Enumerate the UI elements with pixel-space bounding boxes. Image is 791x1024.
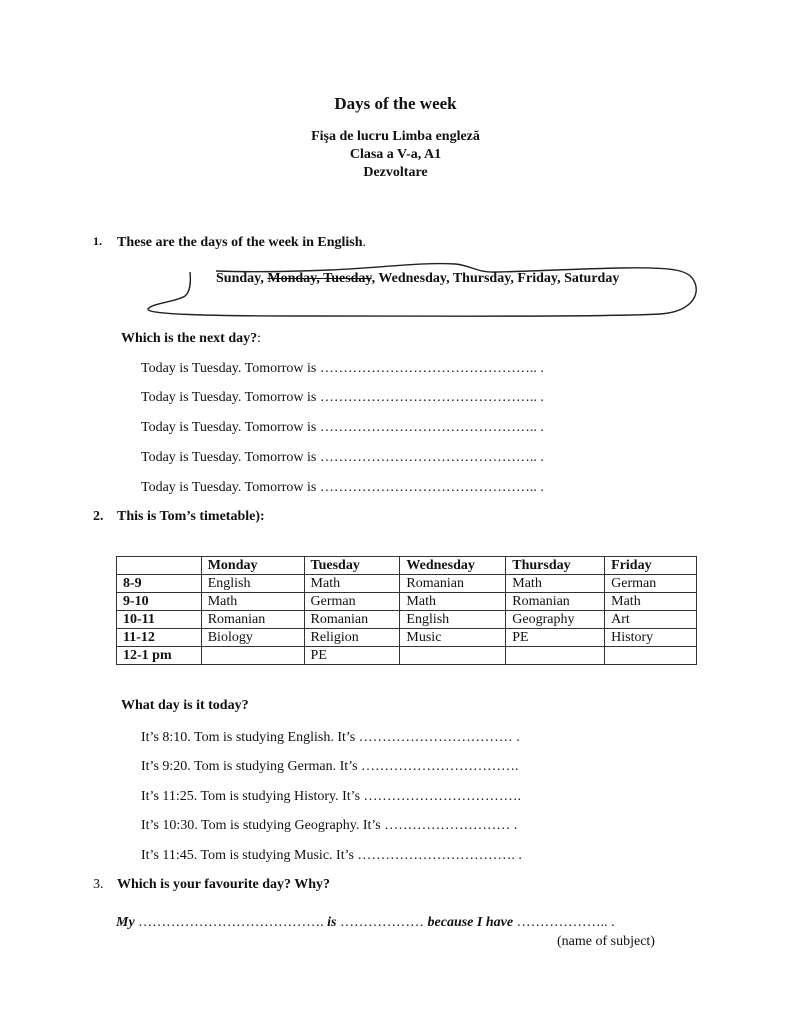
table-row — [117, 629, 697, 647]
subject-cell: English — [400, 611, 506, 629]
subject-cell: History — [605, 629, 697, 647]
subject-cell: Math — [506, 575, 605, 593]
subtitle-line-3: Dezvoltare — [363, 165, 428, 180]
subject-cell: Religion — [304, 629, 400, 647]
sentence-my: My — [116, 915, 135, 930]
timetable-header-wednesday: Wednesday — [400, 557, 506, 575]
sentence-because: because I have — [427, 915, 514, 930]
exercise-1-prompt-end: : — [257, 331, 262, 346]
exercise-1-line-4[interactable]: Today is Tuesday. Tomorrow is ……………………………………….. . — [141, 450, 544, 465]
subtitle-line-1: Fişa de lucru Limba engleză — [311, 129, 480, 144]
subject-cell: Biology — [201, 629, 304, 647]
day-monday-struck: Monday, — [267, 271, 324, 286]
subject-cell — [201, 647, 304, 665]
exercise-1-line-1[interactable]: Today is Tuesday. Tomorrow is ……………………………………….. . — [141, 361, 544, 376]
table-row — [117, 575, 697, 593]
time-cell: 10-11 — [117, 611, 202, 629]
subject-cell: English — [201, 575, 304, 593]
time-cell: 9-10 — [117, 593, 202, 611]
subject-cell — [506, 647, 605, 665]
exercise-2-line-5[interactable]: It’s 11:45. Tom is studying Music. It’s ……………………………. . — [141, 848, 522, 863]
subject-cell: Romanian — [506, 593, 605, 611]
day-tuesday-struck: Tuesday — [323, 271, 372, 286]
exercise-2-line-3[interactable]: It’s 11:25. Tom is studying History. It’s ……………………………. — [141, 789, 522, 804]
subject-cell: Romanian — [400, 575, 506, 593]
timetable-header-friday: Friday — [605, 557, 697, 575]
table-row — [117, 593, 697, 611]
time-cell: 12-1 pm — [117, 647, 202, 665]
subject-cell: Math — [605, 593, 697, 611]
timetable — [116, 556, 697, 665]
timetable-header-tuesday: Tuesday — [304, 557, 400, 575]
blank-day-name[interactable]: ……………… — [336, 915, 428, 930]
blank-day[interactable]: …………………………………. — [134, 915, 328, 930]
timetable-header-row — [117, 557, 697, 575]
subject-cell: Math — [304, 575, 400, 593]
sentence-is: is — [327, 915, 337, 930]
exercise-2-heading: This is Tom’s timetable): — [117, 509, 265, 524]
time-cell: 8-9 — [117, 575, 202, 593]
subject-cell: German — [304, 593, 400, 611]
subject-cell: Music — [400, 629, 506, 647]
subject-cell: Romanian — [304, 611, 400, 629]
subject-cell: PE — [506, 629, 605, 647]
exercise-1-line-2[interactable]: Today is Tuesday. Tomorrow is ……………………………………….. . — [141, 390, 544, 405]
exercise-2-number: 2. — [93, 509, 104, 524]
subject-note: (name of subject) — [557, 934, 655, 949]
exercise-1-heading — [117, 233, 366, 251]
days-rest: , Wednesday, Thursday, Friday, Saturday — [371, 271, 620, 286]
table-row — [117, 611, 697, 629]
days-list — [216, 271, 619, 287]
timetable-header-monday: Monday — [201, 557, 304, 575]
blank-subject[interactable]: ……………….. . — [513, 915, 615, 930]
exercise-2-line-4[interactable]: It’s 10:30. Tom is studying Geography. It’s ……………………… . — [141, 818, 518, 833]
subject-cell — [400, 647, 506, 665]
table-row — [117, 647, 697, 665]
day-sunday: Sunday, — [216, 271, 268, 286]
exercise-1-heading-text: These are the days of the week in English — [117, 235, 363, 250]
subtitle-line-2: Clasa a V-a, A1 — [349, 147, 442, 162]
exercise-2-prompt: What day is it today? — [121, 698, 249, 713]
exercise-1-prompt — [121, 331, 261, 347]
exercise-1-line-3[interactable]: Today is Tuesday. Tomorrow is ……………………………………….. . — [141, 420, 544, 435]
subject-cell: Math — [400, 593, 506, 611]
exercise-3-heading: Which is your favourite day? Why? — [117, 877, 331, 892]
exercise-3-number: 3. — [93, 877, 104, 892]
exercise-1-heading-end: . — [362, 235, 367, 250]
subject-cell: Math — [201, 593, 304, 611]
page-title: Days of the week — [334, 94, 457, 113]
subject-cell: PE — [304, 647, 400, 665]
exercise-1-number: 1. — [93, 234, 102, 248]
exercise-1-prompt-text: Which is the next day? — [121, 331, 258, 346]
subject-cell — [605, 647, 697, 665]
exercise-2-line-2[interactable]: It’s 9:20. Tom is studying German. It’s ……………………………. — [141, 759, 519, 774]
exercise-1-line-5[interactable]: Today is Tuesday. Tomorrow is ……………………………………….. . — [141, 480, 544, 495]
subject-cell: Romanian — [201, 611, 304, 629]
exercise-2-line-1[interactable]: It’s 8:10. Tom is studying English. It’s …………………………… . — [141, 730, 520, 745]
subject-cell: Geography — [506, 611, 605, 629]
timetable-header-thursday: Thursday — [506, 557, 605, 575]
subject-cell: German — [605, 575, 697, 593]
subject-cell: Art — [605, 611, 697, 629]
timetable-corner — [117, 557, 202, 575]
exercise-3-sentence[interactable] — [116, 915, 615, 931]
time-cell: 11-12 — [117, 629, 202, 647]
